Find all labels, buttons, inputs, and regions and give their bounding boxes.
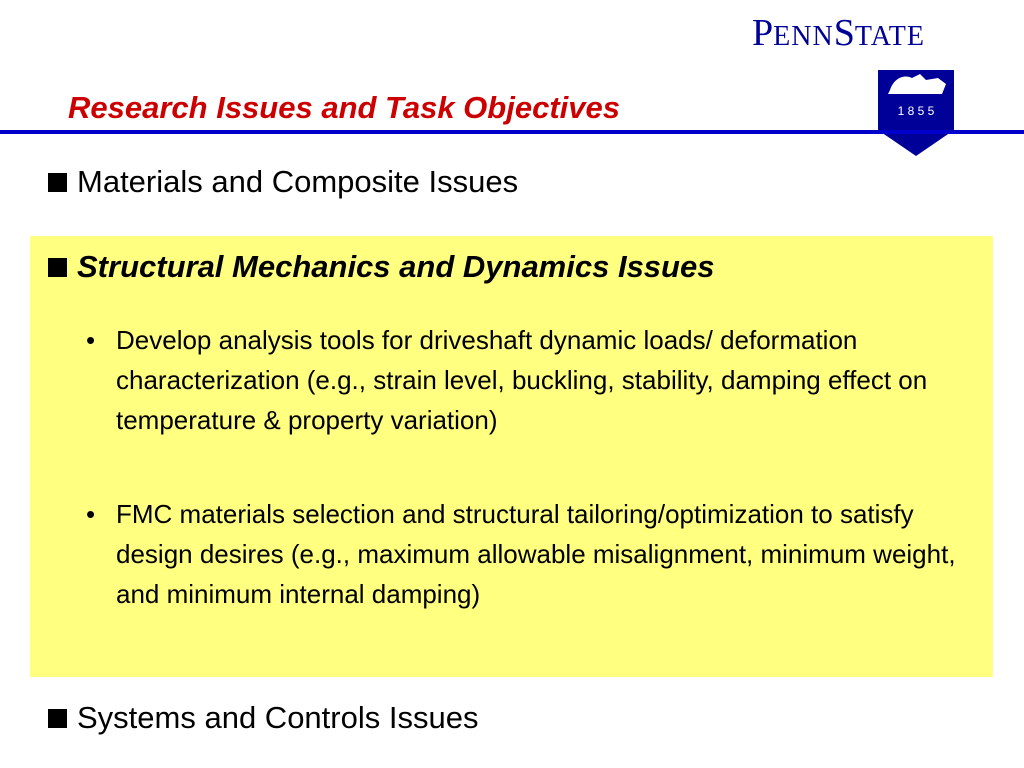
bullet-text: Systems and Controls Issues bbox=[77, 700, 479, 735]
penn-state-shield-icon bbox=[876, 68, 956, 158]
wordmark-tate: TATE bbox=[854, 21, 926, 52]
bullet-structural bbox=[48, 249, 714, 285]
bullet-materials bbox=[48, 164, 518, 200]
slide-title: Research Issues and Task Objectives bbox=[68, 90, 620, 125]
dot-bullet-icon: • bbox=[86, 325, 96, 355]
square-bullet-icon bbox=[48, 258, 67, 277]
dot-bullet-icon: • bbox=[86, 499, 96, 529]
square-bullet-icon bbox=[48, 709, 67, 728]
sub-bullet-analysis-tools bbox=[86, 320, 986, 440]
square-bullet-icon bbox=[48, 173, 67, 192]
bullet-systems bbox=[48, 700, 478, 736]
wordmark-letter-p: P bbox=[752, 12, 774, 54]
bullet-text: Structural Mechanics and Dynamics Issues bbox=[77, 249, 715, 284]
bullet-text: Materials and Composite Issues bbox=[77, 164, 519, 199]
wordmark-enn: ENN bbox=[773, 21, 834, 52]
penn-state-wordmark bbox=[752, 14, 925, 52]
title-divider bbox=[0, 130, 1024, 134]
highlight-box bbox=[30, 236, 993, 677]
wordmark-letter-s: S bbox=[833, 12, 855, 54]
shield-year: 1 8 5 5 bbox=[897, 104, 935, 118]
sub-bullet-text: FMC materials selection and structural tailoring/optimization to satisfy design desires (e.g., maximum allowable misalignment, minimum weight, and minimum internal damping) bbox=[116, 499, 956, 609]
sub-bullet-text: Develop analysis tools for driveshaft dynamic loads/ deformation characterization (e.g., strain level, buckling, stability, damping effect on temperature & property variation) bbox=[116, 325, 928, 435]
sub-bullet-fmc-materials bbox=[86, 494, 986, 614]
